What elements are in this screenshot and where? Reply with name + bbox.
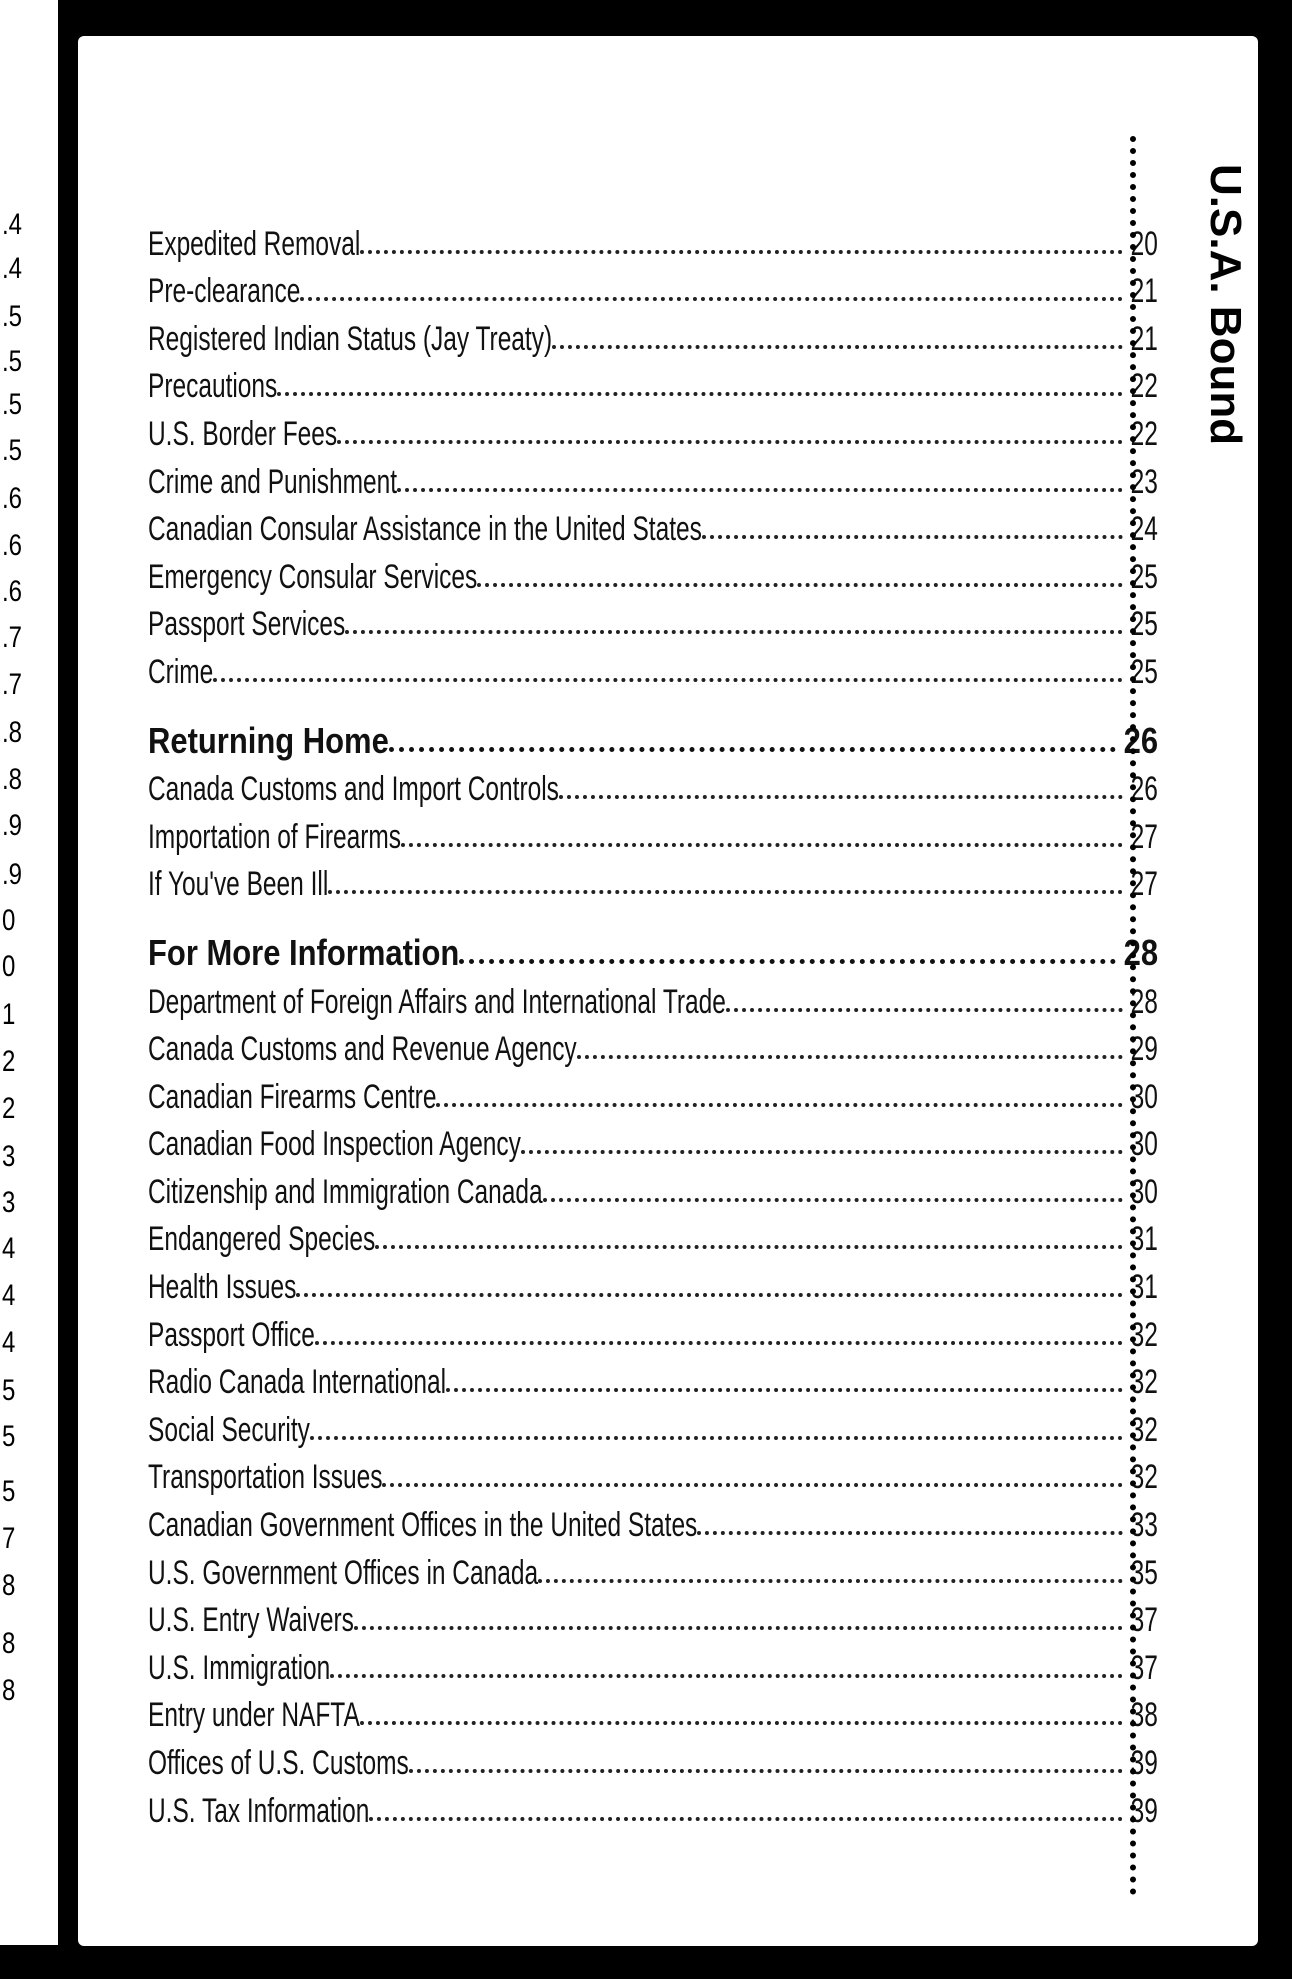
dot-leader <box>337 440 1123 444</box>
toc-entry-page: 21 <box>1130 272 1158 311</box>
toc-entry-title: Social Security <box>148 1410 310 1449</box>
facing-page-number: .5 <box>2 388 23 421</box>
toc-entry <box>148 359 1158 407</box>
facing-page-number: 5 <box>2 1420 16 1453</box>
toc-entry-page: 26 <box>1130 770 1158 809</box>
section-title: U.S.A. Bound <box>1201 164 1250 446</box>
section-title-vertical <box>1198 164 1258 464</box>
toc-entry-page: 31 <box>1130 1220 1158 1259</box>
facing-page-number: .5 <box>2 300 23 333</box>
toc-entry <box>148 1593 1158 1641</box>
toc-entry <box>148 1640 1158 1688</box>
toc-entry-page: 31 <box>1130 1268 1158 1307</box>
table-of-contents <box>148 216 1158 1831</box>
toc-entry <box>148 1164 1158 1212</box>
toc-entry-title: Endangered Species <box>148 1220 376 1259</box>
toc-entry-page: 22 <box>1130 367 1158 406</box>
dot-leader <box>726 1008 1123 1012</box>
toc-entry <box>148 1545 1158 1593</box>
toc-entry-title: U.S. Entry Waivers <box>148 1601 354 1640</box>
toc-entry-title: Transportation Issues <box>148 1458 383 1497</box>
toc-entry-page: 28 <box>1130 982 1158 1021</box>
toc-entry <box>148 1117 1158 1165</box>
toc-entry-title: Pre-clearance <box>148 272 301 311</box>
toc-entry-page: 20 <box>1130 224 1158 263</box>
dot-leader <box>538 1579 1123 1583</box>
dot-leader <box>360 250 1123 254</box>
facing-page-number: 4 <box>2 1279 16 1312</box>
facing-page-number: 2 <box>2 1045 16 1078</box>
toc-entry <box>148 549 1158 597</box>
facing-page-number: .6 <box>2 482 23 515</box>
facing-page-number: .9 <box>2 858 23 891</box>
dot-leader <box>330 1674 1122 1678</box>
toc-entry-title: Crime <box>148 652 214 691</box>
toc-entry-title: Importation of Firearms <box>148 817 402 856</box>
toc-entry-page: 39 <box>1130 1791 1158 1830</box>
toc-entry-title: If You've Been Ill <box>148 865 329 904</box>
toc-entry <box>148 1259 1158 1307</box>
toc-entry <box>148 1497 1158 1545</box>
toc-entry-title: Registered Indian Status (Jay Treaty) <box>148 319 553 358</box>
toc-entry-title: Entry under NAFTA <box>148 1696 360 1735</box>
dot-leader <box>354 1626 1123 1630</box>
facing-page-number: .6 <box>2 575 23 608</box>
toc-entry-page: 22 <box>1130 414 1158 453</box>
toc-entry-page: 25 <box>1130 557 1158 596</box>
facing-page-number: 8 <box>2 1627 16 1660</box>
dot-leader <box>697 1531 1123 1535</box>
toc-page <box>78 36 1258 1946</box>
toc-entry-page: 32 <box>1130 1363 1158 1402</box>
facing-page-number: .6 <box>2 529 23 562</box>
dot-leader <box>375 1245 1123 1249</box>
facing-page-number: 2 <box>2 1092 16 1125</box>
facing-page-edge <box>0 0 66 1945</box>
toc-entry <box>148 1688 1158 1736</box>
toc-entry <box>148 1022 1158 1070</box>
toc-entry-title: Crime and Punishment <box>148 462 397 501</box>
toc-entry <box>148 406 1158 454</box>
facing-page-number: .5 <box>2 345 23 378</box>
dot-leader <box>328 890 1122 894</box>
toc-entry-title: Canada Customs and Import Controls <box>148 770 559 809</box>
toc-entry <box>148 264 1158 312</box>
toc-section-heading <box>148 714 1158 762</box>
toc-entry-page: 32 <box>1130 1458 1158 1497</box>
toc-entry-title: Passport Services <box>148 605 346 644</box>
toc-entry <box>148 311 1158 359</box>
toc-entry-title: Canadian Food Inspection Agency <box>148 1125 521 1164</box>
toc-entry-page: 26 <box>1123 719 1158 761</box>
dot-leader <box>345 630 1123 634</box>
toc-entry <box>148 1402 1158 1450</box>
dot-leader <box>436 1103 1122 1107</box>
toc-entry-title: Canadian Firearms Centre <box>148 1077 437 1116</box>
dot-leader <box>552 345 1123 349</box>
toc-entry-page: 23 <box>1130 462 1158 501</box>
toc-entry <box>148 857 1158 905</box>
dot-leader <box>521 1150 1123 1154</box>
toc-entry <box>148 1307 1158 1355</box>
toc-entry-page: 27 <box>1130 865 1158 904</box>
toc-entry <box>148 1735 1158 1783</box>
facing-page-number: 8 <box>2 1569 16 1602</box>
toc-entry-page: 37 <box>1130 1648 1158 1687</box>
toc-entry <box>148 1355 1158 1403</box>
toc-entry-title: Health Issues <box>148 1268 297 1307</box>
toc-entry-page: 35 <box>1130 1553 1158 1592</box>
toc-entry-title: Returning Home <box>148 719 389 761</box>
dot-leader <box>296 1293 1122 1297</box>
dot-leader <box>213 678 1123 682</box>
dot-leader <box>360 1721 1123 1725</box>
facing-page-number: .4 <box>2 208 23 241</box>
toc-entry-title: Department of Foreign Affairs and International Trade <box>148 982 726 1021</box>
toc-entry-title: Canadian Consular Assistance in the United States <box>148 510 702 549</box>
facing-page-number: 0 <box>2 950 16 983</box>
facing-page-number: 1 <box>2 998 16 1031</box>
toc-entry-page: 38 <box>1130 1696 1158 1735</box>
toc-entry-title: U.S. Immigration <box>148 1648 331 1687</box>
dot-leader <box>459 959 1115 964</box>
toc-entry <box>148 454 1158 502</box>
toc-entry <box>148 1069 1158 1117</box>
dot-leader <box>389 747 1116 752</box>
dot-leader <box>315 1341 1123 1345</box>
facing-page-number: 3 <box>2 1140 16 1173</box>
facing-page-number: 0 <box>2 904 16 937</box>
toc-entry-page: 25 <box>1130 605 1158 644</box>
toc-entry <box>148 597 1158 645</box>
toc-entry-title: Passport Office <box>148 1315 315 1354</box>
dot-leader <box>300 297 1123 301</box>
toc-entry-page: 21 <box>1130 319 1158 358</box>
toc-entry-title: U.S. Government Offices in Canada <box>148 1553 539 1592</box>
facing-page-number: 5 <box>2 1374 16 1407</box>
toc-entry-page: 28 <box>1123 931 1158 973</box>
dot-leader <box>702 535 1123 539</box>
facing-page-number: 4 <box>2 1232 16 1265</box>
toc-entry <box>148 1450 1158 1498</box>
toc-entry-page: 30 <box>1130 1077 1158 1116</box>
toc-entry-page: 32 <box>1130 1410 1158 1449</box>
facing-page-number: 4 <box>2 1326 16 1359</box>
dot-leader <box>409 1769 1123 1773</box>
toc-entry-title: Expedited Removal <box>148 224 361 263</box>
toc-entry-page: 37 <box>1130 1601 1158 1640</box>
dot-leader <box>559 795 1123 799</box>
toc-entry <box>148 216 1158 264</box>
toc-section-heading <box>148 926 1158 974</box>
toc-entry-page: 30 <box>1130 1125 1158 1164</box>
toc-entry-page: 32 <box>1130 1315 1158 1354</box>
toc-entry <box>148 762 1158 810</box>
dot-leader <box>401 843 1123 847</box>
dot-leader <box>277 392 1123 396</box>
dot-leader <box>397 488 1123 492</box>
toc-entry-title: Canadian Government Offices in the United States <box>148 1506 698 1545</box>
facing-page-number: .7 <box>2 621 23 654</box>
toc-entry-page: 39 <box>1130 1744 1158 1782</box>
facing-page-number: 3 <box>2 1186 16 1219</box>
dot-leader <box>382 1483 1122 1487</box>
facing-page-number: 8 <box>2 1674 16 1707</box>
dot-leader <box>369 1817 1122 1821</box>
toc-entry-page: 33 <box>1130 1506 1158 1545</box>
toc-entry-page: 27 <box>1130 817 1158 856</box>
toc-entry-title: For More Information <box>148 931 460 973</box>
facing-page-number: .8 <box>2 716 23 749</box>
facing-page-number: 7 <box>2 1522 16 1555</box>
dot-leader <box>477 583 1122 587</box>
dot-leader <box>310 1436 1123 1440</box>
side-dotted-rule <box>1130 136 1136 1896</box>
toc-entry-title: U.S. Tax Information <box>148 1791 370 1830</box>
facing-page-number: .7 <box>2 668 23 701</box>
dot-leader <box>543 1198 1123 1202</box>
toc-entry-page: 30 <box>1130 1172 1158 1211</box>
dot-leader <box>577 1055 1123 1059</box>
toc-entry <box>148 644 1158 692</box>
toc-entry <box>148 502 1158 550</box>
toc-entry-title: Emergency Consular Services <box>148 557 478 596</box>
toc-entry-title: Radio Canada International <box>148 1363 447 1402</box>
toc-entry-title: U.S. Border Fees <box>148 414 338 453</box>
toc-entry-title: Precautions <box>148 367 278 406</box>
facing-page-number: 5 <box>2 1475 16 1508</box>
toc-entry-title: Canada Customs and Revenue Agency <box>148 1030 577 1069</box>
toc-entry <box>148 974 1158 1022</box>
toc-entry-page: 29 <box>1130 1030 1158 1069</box>
facing-page-number: .8 <box>2 763 23 796</box>
toc-entry <box>148 1783 1158 1831</box>
facing-page-number: .5 <box>2 434 23 467</box>
facing-page-number: .4 <box>2 252 23 285</box>
dot-leader <box>446 1388 1123 1392</box>
toc-entry-title: Citizenship and Immigration Canada <box>148 1172 543 1211</box>
facing-page-number: .9 <box>2 809 23 842</box>
toc-entry <box>148 809 1158 857</box>
toc-entry-page: 24 <box>1130 510 1158 549</box>
toc-entry <box>148 1212 1158 1260</box>
toc-entry-title: Offices of U.S. Customs <box>148 1744 409 1782</box>
toc-entry-page: 25 <box>1130 652 1158 691</box>
